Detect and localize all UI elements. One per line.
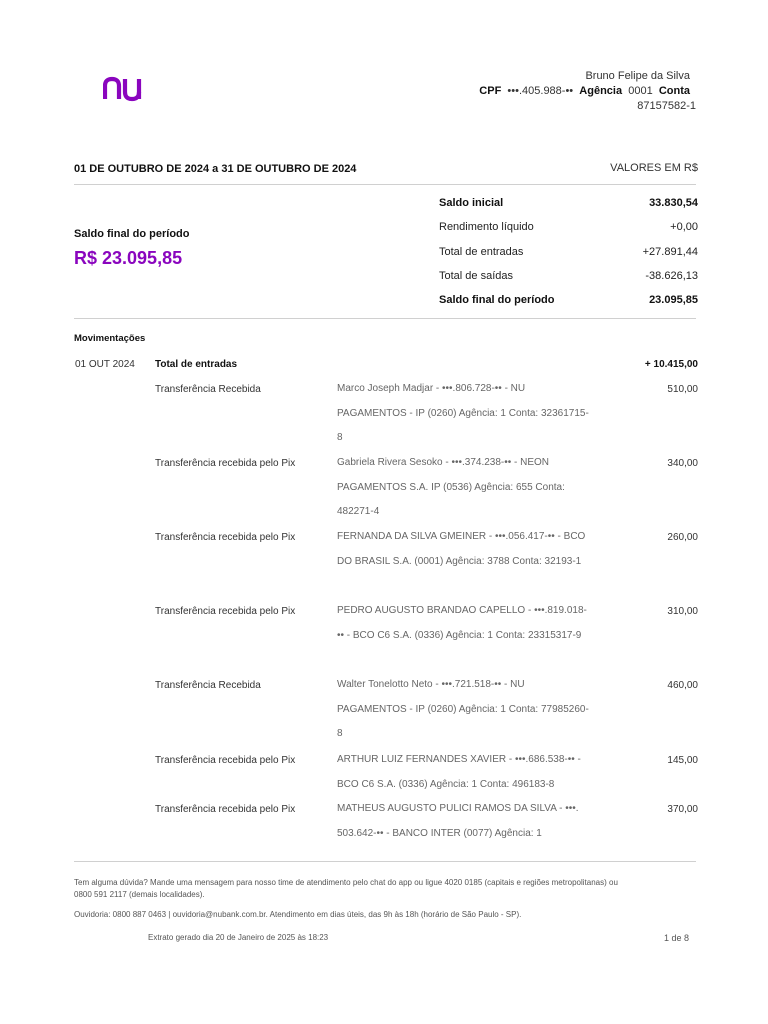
divider: [74, 318, 696, 319]
account-holder-name: Bruno Felipe da Silva: [585, 70, 690, 82]
summary-label-initial: Saldo inicial: [439, 197, 504, 209]
transaction-amount: 260,00: [667, 532, 698, 543]
ombudsman-text: Ouvidoria: 0800 887 0463 | ouvidoria@nubank.com.br. Atendimento em dias úteis, das 9h às 18h (horário de São Paulo - SP).: [74, 910, 522, 919]
transaction-type: Transferência recebida pelo Pix: [155, 755, 296, 766]
generated-timestamp: Extrato gerado dia 20 de Janeiro de 2025 às 18:23: [148, 933, 329, 942]
divider: [74, 861, 696, 862]
summary-label-final: Saldo final do período: [439, 294, 555, 306]
transaction-description: ARTHUR LUIZ FERNANDES XAVIER - •••.686.538-•• - BCO C6 S.A. (0336) Agência: 1 Conta: 496183-8: [337, 754, 581, 790]
currency-note: VALORES EM R$: [610, 162, 698, 174]
conta-value: 87157582-1: [637, 100, 696, 112]
final-balance-value: R$ 23.095,85: [74, 248, 183, 268]
transaction-type: Transferência recebida pelo Pix: [155, 532, 296, 543]
agencia-value: 0001: [628, 85, 653, 97]
transaction-description: MATHEUS AUGUSTO PULICI RAMOS DA SILVA - •••. 503.642-•• - BANCO INTER (0077) Agência: 1: [337, 803, 579, 839]
movements-title: Movimentações: [74, 333, 146, 344]
help-text: Tem alguma dúvida? Mande uma mensagem para nosso time de atendimento pelo chat do app ou ligue 4020 0185 (capitais e regiões metropolitanas) ou 0800 591 2117 (demais localidades).: [74, 878, 618, 899]
transaction-type: Transferência recebida pelo Pix: [155, 804, 296, 815]
cpf-value: •••.405.988-••: [507, 85, 574, 97]
nubank-logo: [103, 74, 149, 104]
page-number: 1 de 8: [663, 933, 689, 943]
transaction-type: Transferência recebida pelo Pix: [155, 458, 296, 469]
transaction-description: FERNANDA DA SILVA GMEINER - •••.056.417-•• - BCO DO BRASIL S.A. (0001) Agência: 3788 Conta: 32193-1: [337, 531, 586, 567]
agencia-label: Agência: [579, 85, 623, 97]
conta-label: Conta: [658, 85, 690, 97]
summary-value-yield: +0,00: [670, 221, 698, 233]
transaction-amount: 370,00: [667, 804, 698, 815]
divider: [74, 184, 696, 185]
final-balance-label: Saldo final do período: [74, 228, 190, 240]
account-identifiers: [479, 85, 690, 97]
summary-label-inflows: Total de entradas: [439, 246, 524, 258]
transaction-description: Marco Joseph Madjar - •••.806.728-•• - NU PAGAMENTOS - IP (0260) Agência: 1 Conta: 32361715-8: [337, 383, 589, 443]
summary-value-inflows: +27.891,44: [642, 246, 698, 258]
transaction-description: Gabriela Rivera Sesoko - •••.374.238-•• - NEON PAGAMENTOS S.A. IP (0536) Agência: 655 Conta: 482271-4: [337, 457, 565, 517]
transaction-amount: 510,00: [667, 384, 698, 395]
summary-label-yield: Rendimento líquido: [439, 221, 534, 233]
transaction-amount: 310,00: [667, 606, 698, 617]
transaction-description: PEDRO AUGUSTO BRANDAO CAPELLO - •••.819.018-•• - BCO C6 S.A. (0336) Agência: 1 Conta: 23315317-9: [337, 605, 587, 641]
group-date: 01 OUT 2024: [75, 359, 135, 370]
transaction-type: Transferência Recebida: [155, 384, 261, 395]
summary-value-final: 23.095,85: [649, 294, 698, 306]
cpf-label: CPF: [479, 85, 502, 97]
group-total: + 10.415,00: [644, 359, 698, 370]
statement-period: 01 DE OUTUBRO DE 2024 a 31 DE OUTUBRO DE 2024: [74, 163, 357, 175]
summary-value-outflows: -38.626,13: [645, 270, 698, 282]
transaction-amount: 460,00: [667, 680, 698, 691]
summary-value-initial: 33.830,54: [649, 197, 698, 209]
group-title: Total de entradas: [155, 359, 238, 370]
transaction-amount: 145,00: [667, 755, 698, 766]
summary-label-outflows: Total de saídas: [439, 270, 513, 282]
transaction-type: Transferência recebida pelo Pix: [155, 606, 296, 617]
transaction-description: Walter Tonelotto Neto - •••.721.518-•• - NU PAGAMENTOS - IP (0260) Agência: 1 Conta: 77985260-8: [337, 679, 589, 739]
transaction-type: Transferência Recebida: [155, 680, 261, 691]
transaction-amount: 340,00: [667, 458, 698, 469]
